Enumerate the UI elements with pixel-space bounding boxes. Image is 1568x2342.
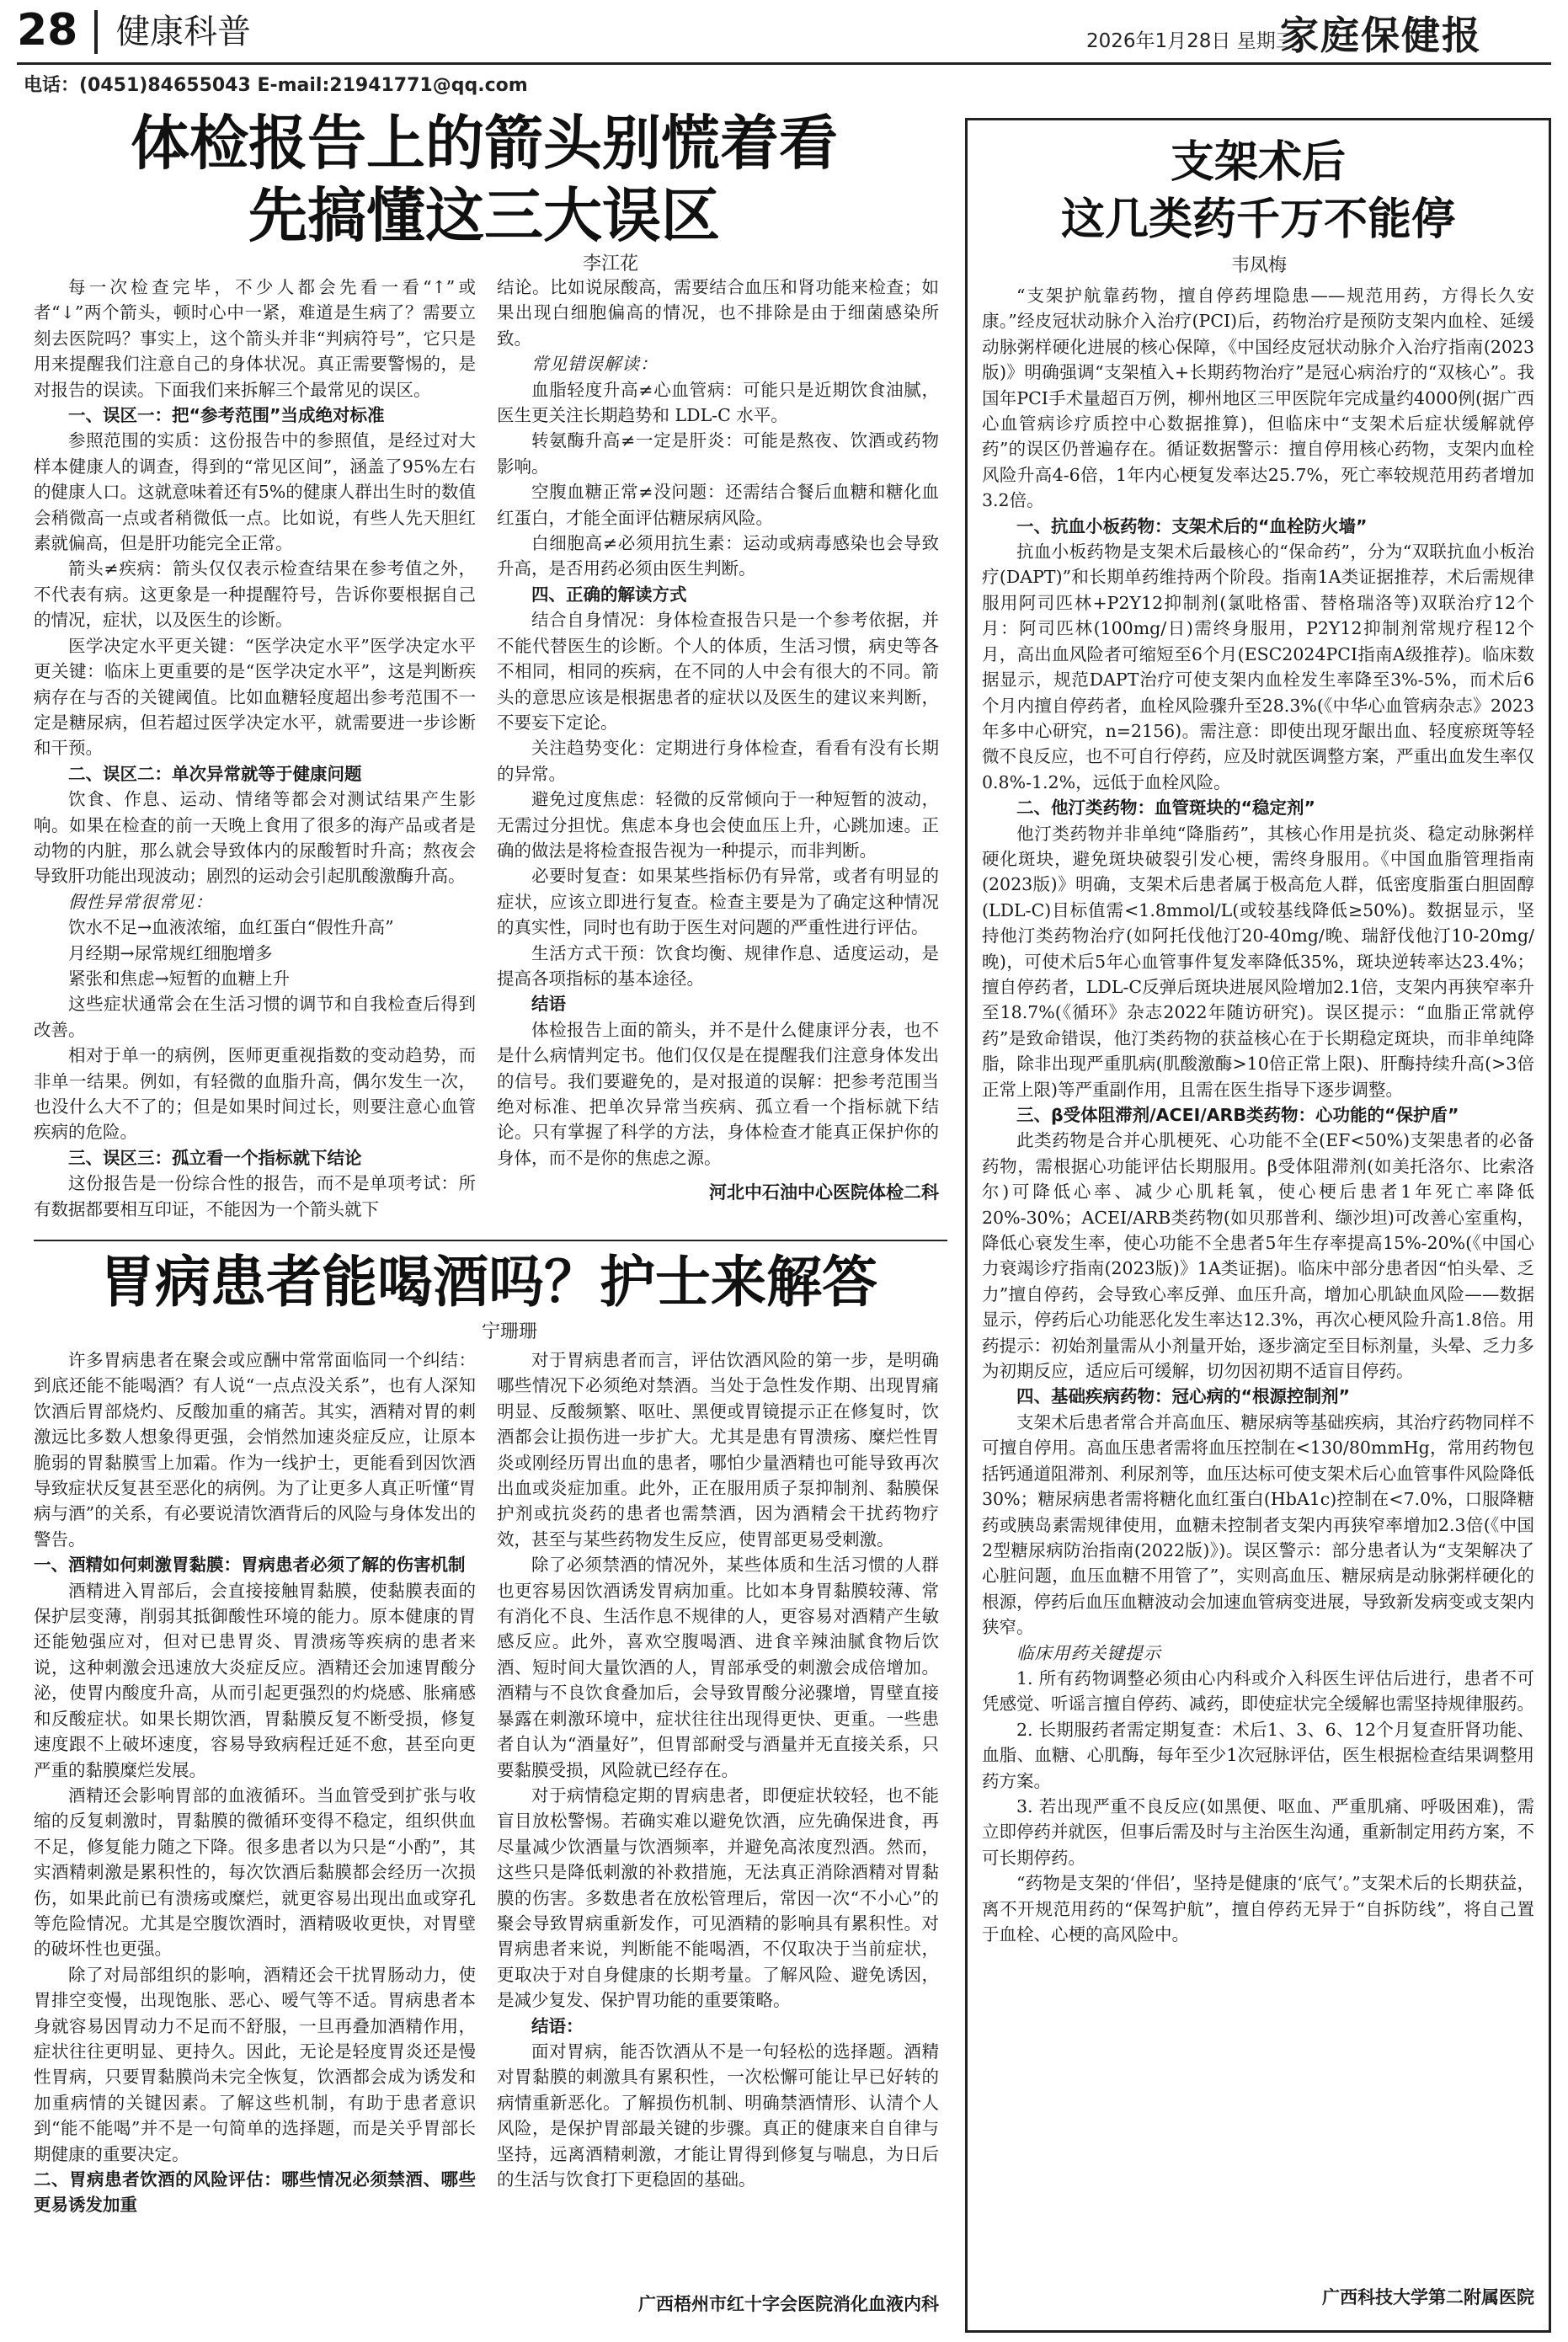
paragraph: 这份报告是一份综合性的报告，而不是单项考试：所有数据都要相互印证，不能因为一个箭头就下	[34, 1173, 476, 1219]
paragraph: 关注趋势变化：定期进行身体检查，看看有没有长期的异常。	[497, 738, 939, 784]
article3-title-line2: 这几类药千万不能停	[1060, 194, 1455, 245]
paragraph: 箭头≠疾病：箭头仅仅表示检查结果在参考值之外，不代表有病。这更象是一种提醒符号，告诉你要根据自己的情况，症状，以及医生的诊断。	[34, 558, 476, 631]
paragraph: 抗血小板药物是支架术后最核心的“保命药”，分为“双联抗血小板治疗(DAPT)”和长期单药维持两个阶段。指南1A类证据推荐，术后需规律服用阿司匹林+P2Y12抑制剂(氯吡格雷、替格瑞洛等)双联治疗12个月：阿司匹林(100mg/日)需终身服用，P2Y12抑制剂常规疗程12个月，高出血风险者可缩短至6个月(ESC2024PCI指南A级推荐)。临床数据显示，规范DAPT治疗可使支架内血栓发生率降至3%-5%，而术后6个月内擅自停药者，血栓风险骤升至28.3%(《中华心血管病杂志》2023年多中心研究，n=2156)。需注意：即使出现牙龈出血、轻度瘀斑等轻微不良反应，也不可自行停药，应及时就医调整方案，严重出血发生率仅0.8%-1.2%，远低于血栓风险。	[982, 541, 1534, 792]
paragraph: 酒精进入胃部后，会直接接触胃黏膜，使黏膜表面的保护层变薄，削弱其抵御酸性环境的能力。原本健康的胃还能勉强应对，但对已患胃炎、胃溃疡等疾病的患者来说，这种刺激会迅速放大炎症反应。酒精还会加速胃酸分泌，使胃内酸度升高，从而引起更强烈的灼烧感、胀痛感和反酸症状。如果长期饮酒，胃黏膜反复不断受损，修复速度跟不上破坏速度，容易导致病程迁延不愈，甚至向更严重的黏膜糜烂发展。	[34, 1580, 476, 1780]
subheading: 假性异常很常见：	[68, 891, 213, 912]
paragraph: 许多胃病患者在聚会或应酬中常常面临同一个纠结：到底还能不能喝酒？有人说“一点点没关系”，也有人深知饮酒后胃部烧灼、反酸加重的痛苦。其实，酒精对胃的刺激远比多数人想象得更强，会悄然加速炎症反应，让原本脆弱的胃黏膜雪上加霜。作为一线护士，更能看到因饮酒导致症状反复甚至恶化的病例。为了让更多人真正听懂“胃病与酒”的关系，有必要说清饮酒背后的风险与身体发出的警告。	[34, 1350, 476, 1550]
issue-date: 2026年1月28日 星期三	[1086, 30, 1295, 52]
subheading: 临床用药关键提示	[1016, 1642, 1161, 1663]
paragraph: 每一次检查完毕，不少人都会先看一看“↑”或者“↓”两个箭头，顿时心中一紧，难道是生病了？需要立刻去医院吗？事实上，这个箭头并非“判病符号”，它只是用来提醒我们注意自己的身体状况。真正需要警惕的，是对报告的误读。下面我们来拆解三个最常见的误区。	[34, 277, 476, 400]
paragraph: 月经期→尿常规红细胞增多	[68, 942, 273, 963]
paragraph: 紧张和焦虑→短暂的血糖上升	[68, 968, 291, 989]
article3-source: 广西科技大学第二附属医院	[1322, 2287, 1534, 2307]
article2-column1	[34, 1347, 476, 2333]
paragraph: 对于病情稳定期的胃病患者，即便症状较轻，也不能盲目放松警惕。若确实难以避免饮酒，应先确保进食，再尽量减少饮酒量与饮酒频率，并避免高浓度烈酒。然而，这些只是降低刺激的补救措施，无法真正消除酒精对胃黏膜的伤害。多数患者在放松管理后，常因一次“不小心”的聚会导致胃病重新发作，可见酒精的影响具有累积性。对胃病患者来说，判断能不能喝酒，不仅取决于当前症状，更取决于对自身健康的长期考量。了解风险、避免诱因，是减少复发、保护胃功能的重要策略。	[497, 1785, 939, 2011]
paragraph: 除了必须禁酒的情况外，某些体质和生活习惯的人群也更容易因饮酒诱发胃病加重。比如本身胃黏膜较薄、常有消化不良、生活作息不规律的人，更容易对酒精产生敏感反应。此外，喜欢空腹喝酒、进食辛辣油腻食物后饮酒、短时间大量饮酒的人，胃部承受的刺激会成倍增加。酒精与不良饮食叠加后，会导致胃酸分泌骤增，胃壁直接暴露在刺激环境中，症状往往出现得更快、更重。一些患者自认为“酒量好”，但胃部耐受与酒量并无直接关系，只要黏膜受损，风险就已经存在。	[497, 1555, 939, 1780]
contact-line: 电话：(0451)84655043 E-mail:21941771@qq.com	[24, 75, 528, 96]
paragraph: “药物是支架的‘伴侣’，坚持是健康的‘底气’。”支架术后的长期获益，离不开规范用药的“保驾护航”，擅自停药无异于“自拆防线”，将自己置于血栓、心梗的高风险中。	[982, 1873, 1534, 1945]
article3-title-line1: 支架术后	[1170, 136, 1346, 188]
newspaper-name: 家庭保健报	[1280, 13, 1482, 58]
paragraph: 血脂轻度升高≠心血管病：可能只是近期饮食油腻，医生更关注长期趋势和 LDL-C 水平。	[497, 379, 939, 426]
paragraph: 饮食、作息、运动、情绪等都会对测试结果产生影响。如果在检查的前一天晚上食用了很多的海产品或者是动物的内脏，那么就会导致体内的尿酸暂时升高；熬夜会导致肝功能出现波动；剧烈的运动会引起肌酸激酶升高。	[34, 789, 476, 887]
article-divider	[34, 1240, 947, 1241]
header-rule	[17, 62, 1551, 65]
section-heading: 三、误区三：孤立看一个指标就下结论	[68, 1147, 362, 1168]
paragraph: 这些症状通常会在生活习惯的调节和自我检查后得到改善。	[34, 994, 476, 1040]
article1-title-line1: 体检报告上的箭头别慌着看	[131, 108, 838, 178]
paragraph: 酒精还会影响胃部的血液循环。当血管受到扩张与收缩的反复刺激时，胃黏膜的微循环变得不稳定，组织供血不足，修复能力随之下降。很多患者以为只是“小酌”，其实酒精刺激是累积性的，每次饮酒后黏膜都会经历一次损伤，如果此前已有溃疡或糜烂，就更容易出现出血或穿孔等危险情况。尤其是空腹饮酒时，酒精吸收更快，对胃壁的破坏性也更强。	[34, 1785, 476, 1960]
paragraph: 参照范围的实质：这份报告中的参照值，是经过对大样本健康人的调查，得到的“常见区间”，涵盖了95%左右的健康人口。这就意味着还有5%的健康人群出生时的数值会稍微高一点或者稍微低一点。比如说，有些人先天胆红素就偏高，但是肝功能完全正常。	[34, 430, 476, 554]
section-heading: 四、正确的解读方式	[531, 584, 687, 605]
paragraph: 白细胞高≠必须用抗生素：运动或病毒感染也会导致升高，是否用药必须由医生判断。	[497, 533, 939, 579]
section-heading: 结语：	[531, 2015, 584, 2036]
paragraph: 2. 长期服药者需定期复查：术后1、3、6、12个月复查肝肾功能、血脂、血糖、心肌酶，每年至少1次冠脉评估，医生根据检查结果调整用药方案。	[982, 1719, 1534, 1791]
paragraph: 转氨酶升高≠一定是肝炎：可能是熬夜、饮酒或药物影响。	[497, 430, 939, 477]
paragraph: 此类药物是合并心肌梗死、心功能不全(EF<50%)支架患者的必备药物，需根据心功能评估长期服用。β受体阻滞剂(如美托洛尔、比索洛尔)可降低心率、减少心肌耗氧，使心梗后患者1年死亡率降低20%-30%；ACEI/ARB类药物(如贝那普利、缬沙坦)可改善心室重构，降低心衰发生率，使心功能不全患者5年生存率提高15%-20%(《中国心力衰竭诊疗指南(2023版)》1A类证据)。临床中部分患者因“怕头晕、乏力”擅自停药，会导致心率反弹、血压升高，增加心肌缺血风险——数据显示，停药后心功能恶化发生率达12.3%，再次心梗风险升高1.8倍。用药提示：初始剂量需从小剂量开始，逐步滴定至目标剂量，头晕、乏力多为初期反应，适应后可缓解，切勿因初期不适盲目停药。	[982, 1130, 1534, 1382]
paragraph: 1. 所有药物调整必须由心内科或介入科医生评估后进行，患者不可凭感觉、听谣言擅自停药、减药，即使症状完全缓解也需坚持规律服药。	[982, 1667, 1534, 1715]
paragraph: 3. 若出现严重不良反应(如黑便、呕血、严重肌痛、呼吸困难)，需立即停药并就医，但事后需及时与主治医生沟通，重新制定用药方案，不可长期停药。	[982, 1795, 1534, 1868]
article2-title: 胃病患者能喝酒吗？护士来解答	[99, 1249, 877, 1315]
article2-author: 宁珊珊	[482, 1321, 538, 1342]
paragraph: 生活方式干预：饮食均衡、规律作息、适度运动，是提高各项指标的基本途径。	[497, 942, 939, 989]
paragraph: 除了对局部组织的影响，酒精还会干扰胃肠动力，使胃排空变慢，出现饱胀、恶心、嗳气等不适。胃病患者本身就容易因胃动力不足而不舒服，一旦再叠加酒精作用，症状往往更明显、更持久。因此，无论是轻度胃炎还是慢性胃病，只要胃黏膜尚未完全恢复，饮酒都会成为诱发和加重病情的关键因素。了解这些机制，有助于患者意识到“能不能喝”并不是一句简单的选择题，而是关乎胃部长期健康的重要决定。	[34, 1964, 476, 2164]
paragraph: 支架术后患者常合并高血压、糖尿病等基础疾病，其治疗药物同样不可擅自停用。高血压患者需将血压控制在<130/80mmHg，常用药物包括钙通道阻滞剂、利尿剂等，血压达标可使支架术后心血管事件风险降低30%；糖尿病患者需将糖化血红蛋白(HbA1c)控制在<7.0%，口服降糖药或胰岛素需规律使用，血糖未控制者支架内再狭窄率增加2.3倍(《中国2型糖尿病防治指南(2022版)》)。误区警示：部分患者认为“支架解决了心脏问题，血压血糖不用管了”，实则高血压、糖尿病是动脉粥样硬化的根源，停药后血压血糖波动会加速血管病变进展，导致新发病变或支架内狭窄。	[982, 1411, 1534, 1638]
paragraph: 结合自身情况：身体检查报告只是一个参考依据，并不能代替医生的诊断。个人的体质，生活习惯，病史等各不相同，相同的疾病，在不同的人中会有很大的不同。箭头的意思应该是根据患者的症状以及医生的建议来判断，不要妄下定论。	[497, 610, 939, 733]
paragraph: 他汀类药物并非单纯“降脂药”，其核心作用是抗炎、稳定动脉粥样硬化斑块，避免斑块破裂引发心梗，需终身服用。《中国血脂管理指南(2023版)》明确，支架术后患者属于极高危人群，低密度脂蛋白胆固醇(LDL-C)目标值需<1.8mmol/L(或较基线降低≥50%)。数据显示，坚持他汀类药物治疗(如阿托伐他汀20-40mg/晚、瑞舒伐他汀10-20mg/晚)，可使术后5年心血管事件复发率降低35%，斑块逆转率达23.4%；擅自停药者，LDL-C反弹后斑块进展风险增加2.1倍，支架内再狭窄率升至18.7%(《循环》杂志2022年随访研究)。误区提示：“血脂正常就停药”是致命错误，他汀类药物的获益核心在于长期稳定斑块，而非单纯降脂，除非出现严重肌病(肌酸激酶>10倍正常上限)、肝酶持续升高(>3倍正常上限)等严重副作用，且需在医生指导下逐步调整。	[982, 823, 1534, 1100]
article1-column2	[497, 275, 939, 1184]
section-heading: 三、β受体阻滞剂/ACEI/ARB类药物：心功能的“保护盾”	[1016, 1105, 1459, 1125]
section-heading: 一、抗血小板药物：支架术后的“血栓防火墙”	[1016, 515, 1368, 536]
paragraph: 必要时复查：如果某些指标仍有异常，或者有明显的症状，应该立即进行复查。检查主要是为了确定这种情况的真实性，同时也有助于医生对问题的严重性进行评估。	[497, 866, 939, 938]
header-divider	[94, 10, 98, 54]
section-heading: 四、基础疾病药物：冠心病的“根源控制剂”	[1016, 1386, 1350, 1407]
section-heading: 一、误区一：把“参考范围”当成绝对标准	[68, 405, 385, 426]
section-title: 健康科普	[116, 13, 251, 51]
article1-column1	[34, 275, 476, 1243]
section-heading: 二、他汀类药物：血管斑块的“稳定剂”	[1016, 798, 1315, 819]
section-heading: 二、误区二：单次异常就等于健康问题	[68, 763, 362, 784]
paragraph: 避免过度焦虑：轻微的反常倾向于一种短暂的波动，无需过分担忧。焦虑本身也会使血压上升，心跳加速。正确的做法是将检查报告视为一种提示，而非判断。	[497, 789, 939, 861]
section-heading: 二、胃病患者饮酒的风险评估：哪些情况必须禁酒、哪些更易诱发加重	[34, 2169, 476, 2216]
page-number: 28	[17, 5, 78, 56]
section-heading: 一、酒精如何刺激胃黏膜：胃病患者必须了解的伤害机制	[34, 1555, 466, 1576]
article2-column2	[497, 1347, 939, 2286]
paragraph: 相对于单一的病例，医师更重视指数的变动趋势，而非单一结果。例如，有轻微的血脂升高，偶尔发生一次，也没什么大不了的；但是如果时间过长，则要注意心血管疾病的危险。	[34, 1045, 476, 1143]
section-heading: 结语	[531, 994, 566, 1015]
paragraph: 空腹血糖正常≠没问题：还需结合餐后血糖和糖化血红蛋白，才能全面评估糖尿病风险。	[497, 482, 939, 528]
article1-author: 李江花	[583, 253, 639, 275]
paragraph: 对于胃病患者而言，评估饮酒风险的第一步，是明确哪些情况下必须绝对禁酒。当处于急性发作期、出现胃痛明显、反酸频繁、呕吐、黑便或胃镜提示正在修复时，饮酒都会让损伤进一步扩大。尤其是患有胃溃疡、糜烂性胃炎或刚经历胃出血的患者，哪怕少量酒精也可能导致再次出血或炎症加重。此外，正在服用质子泵抑制剂、黏膜保护剂或抗炎药的患者也需禁酒，因为酒精会干扰药物疗效，甚至与某些药物发生反应，使胃部更易受刺激。	[497, 1350, 939, 1550]
paragraph: 面对胃病，能否饮酒从不是一句轻松的选择题。酒精对胃黏膜的刺激具有累积性，一次松懈可能让早已好转的病情重新恶化。了解损伤机制、明确禁酒情形、认清个人风险，是保护胃部最关键的步骤。真正的健康来自自律与坚持，远离酒精刺激，才能让胃得到修复与喘息，为日后的生活与饮食打下更稳固的基础。	[497, 2041, 939, 2190]
article1-source: 河北中石油中心医院体检二科	[709, 1182, 939, 1203]
article2-source: 广西梧州市红十字会医院消化血液内科	[638, 2294, 939, 2314]
paragraph: “支架护航靠药物，擅自停药埋隐患——规范用药，方得长久安康。”经皮冠状动脉介入治疗(PCI)后，药物治疗是预防支架内血栓、延缓动脉粥样硬化进展的核心保障，《中国经皮冠状动脉介入治疗指南(2023版)》明确强调“支架植入+长期药物治疗”是冠心病治疗的“双核心”。我国年PCI手术量超百万例，柳州地区三甲医院年完成量约4000例(据广西心血管病诊疗质控中心数据推算)，但临床中“支架术后症状缓解就停药”的误区仍普遍存在。循证数据警示：擅自停用核心药物，支架内血栓风险升高4-6倍，1年内心梗复发率达25.7%，死亡率较规范用药者增加3.2倍。	[982, 285, 1534, 511]
paragraph: 医学决定水平更关键：“医学决定水平”医学决定水平更关键：临床上更重要的是“医学决定水平”，这是判断疾病存在与否的关键阈值。比如血糖轻度超出参考范围不一定是糖尿病，但若超过医学决定水平，就需要进一步诊断和干预。	[34, 635, 476, 759]
paragraph: 体检报告上面的箭头，并不是什么健康评分表，也不是什么病情判定书。他们仅仅是在提醒我们注意身体发出的信号。我们要避免的，是对报道的误解：把参考范围当绝对标准、把单次异常当疾病、孤立看一个指标就下结论。只有掌握了科学的方法，身体检查才能真正保护你的身体，而不是你的焦虑之源。	[497, 1019, 939, 1168]
article1-title-line2: 先搞懂这三大误区	[248, 180, 720, 250]
paragraph: 饮水不足→血液浓缩，血红蛋白“假性升高”	[68, 917, 394, 938]
article3-body	[982, 283, 1534, 2279]
subheading: 常见错误解读：	[531, 354, 659, 375]
article3-author: 韦凤梅	[1231, 255, 1288, 276]
paragraph: 结论。比如说尿酸高，需要结合血压和肾功能来检查；如果出现白细胞偏高的情况，也不排除是由于细菌感染所致。	[497, 277, 939, 349]
